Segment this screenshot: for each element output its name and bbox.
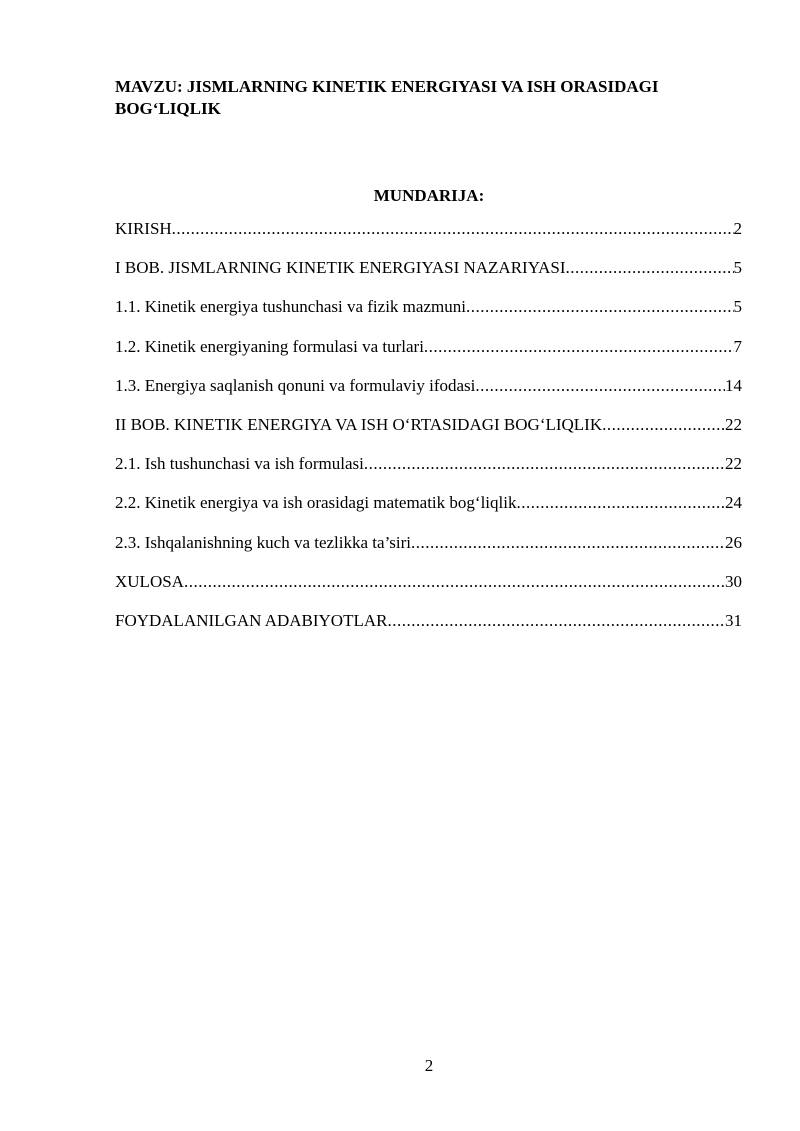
toc-entry-kirish — [115, 216, 742, 255]
toc-entry-page: 2 — [733, 219, 742, 238]
toc-entry-title: 1.3. Energiya saqlanish qonuni va formulaviy ifodasi — [115, 375, 476, 395]
toc-dot-leader — [466, 296, 734, 318]
toc-entry-page: 22 — [725, 414, 742, 434]
toc-entry-title: XULOSA — [115, 571, 184, 591]
toc-dot-leader — [475, 375, 725, 397]
toc-dot-leader — [602, 414, 725, 436]
toc-entry-page: 7 — [733, 336, 742, 356]
page-number: 2 — [424, 1056, 434, 1075]
toc-entry-title: II BOB. KINETIK ENERGIYA VA ISH O‘RTASIDAGI BOG‘LIQLIK — [115, 414, 603, 434]
toc-dot-leader — [565, 257, 733, 279]
toc-entry-section-2-2 — [115, 490, 742, 529]
toc-dot-leader — [364, 453, 725, 475]
toc-entry-page: 5 — [733, 297, 742, 317]
toc-entry-page: 5 — [733, 258, 742, 278]
toc-entry-chapter-2 — [115, 412, 742, 451]
toc-entry-section-1-3 — [115, 373, 742, 412]
toc-entry-section-2-3 — [115, 530, 742, 569]
toc-dot-leader — [184, 571, 725, 593]
toc-entry-title: KIRISH — [115, 219, 172, 238]
toc-dot-leader — [411, 532, 725, 554]
toc-heading: MUNDARIJA: — [373, 186, 485, 205]
toc-entry-title: 2.3. Ishqalanishning kuch va tezlikka ta’siri — [115, 532, 412, 552]
document-title: MAVZU: JISMLARNING KINETIK ENERGIYASI VA ISH ORASIDAGI BOG‘LIQLIK — [115, 77, 659, 118]
toc-entry-title: 2.2. Kinetik energiya va ish orasidagi matematik bog‘liqlik — [115, 493, 517, 513]
toc-entry-section-1-1 — [115, 294, 742, 333]
toc-entry-page: 30 — [725, 571, 742, 591]
toc-dot-leader — [387, 610, 725, 632]
toc-entry-page: 26 — [725, 532, 742, 552]
table-of-contents — [115, 216, 742, 647]
toc-entry-title: 1.1. Kinetik energiya tushunchasi va fizik mazmuni — [115, 297, 466, 317]
toc-entry-xulosa — [115, 569, 742, 608]
toc-entry-chapter-1 — [115, 255, 742, 294]
toc-entry-section-1-2 — [115, 334, 742, 373]
toc-entry-title: 2.1. Ish tushunchasi va ish formulasi — [115, 454, 364, 474]
toc-entry-title: FOYDALANILGAN ADABIYOTLAR — [115, 610, 388, 630]
toc-entry-title: 1.2. Kinetik energiyaning formulasi va turlari — [115, 336, 424, 356]
toc-entry-page: 14 — [725, 375, 742, 395]
toc-dot-leader — [424, 336, 734, 358]
toc-entry-section-2-1 — [115, 451, 742, 490]
toc-dot-leader — [172, 218, 734, 240]
toc-entry-title: I BOB. JISMLARNING KINETIK ENERGIYASI NAZARIYASI — [115, 258, 566, 278]
toc-dot-leader — [516, 492, 725, 514]
toc-entry-page: 22 — [725, 454, 742, 474]
toc-entry-page: 24 — [725, 493, 742, 513]
toc-entry-references — [115, 608, 742, 647]
toc-entry-page: 31 — [725, 610, 742, 630]
